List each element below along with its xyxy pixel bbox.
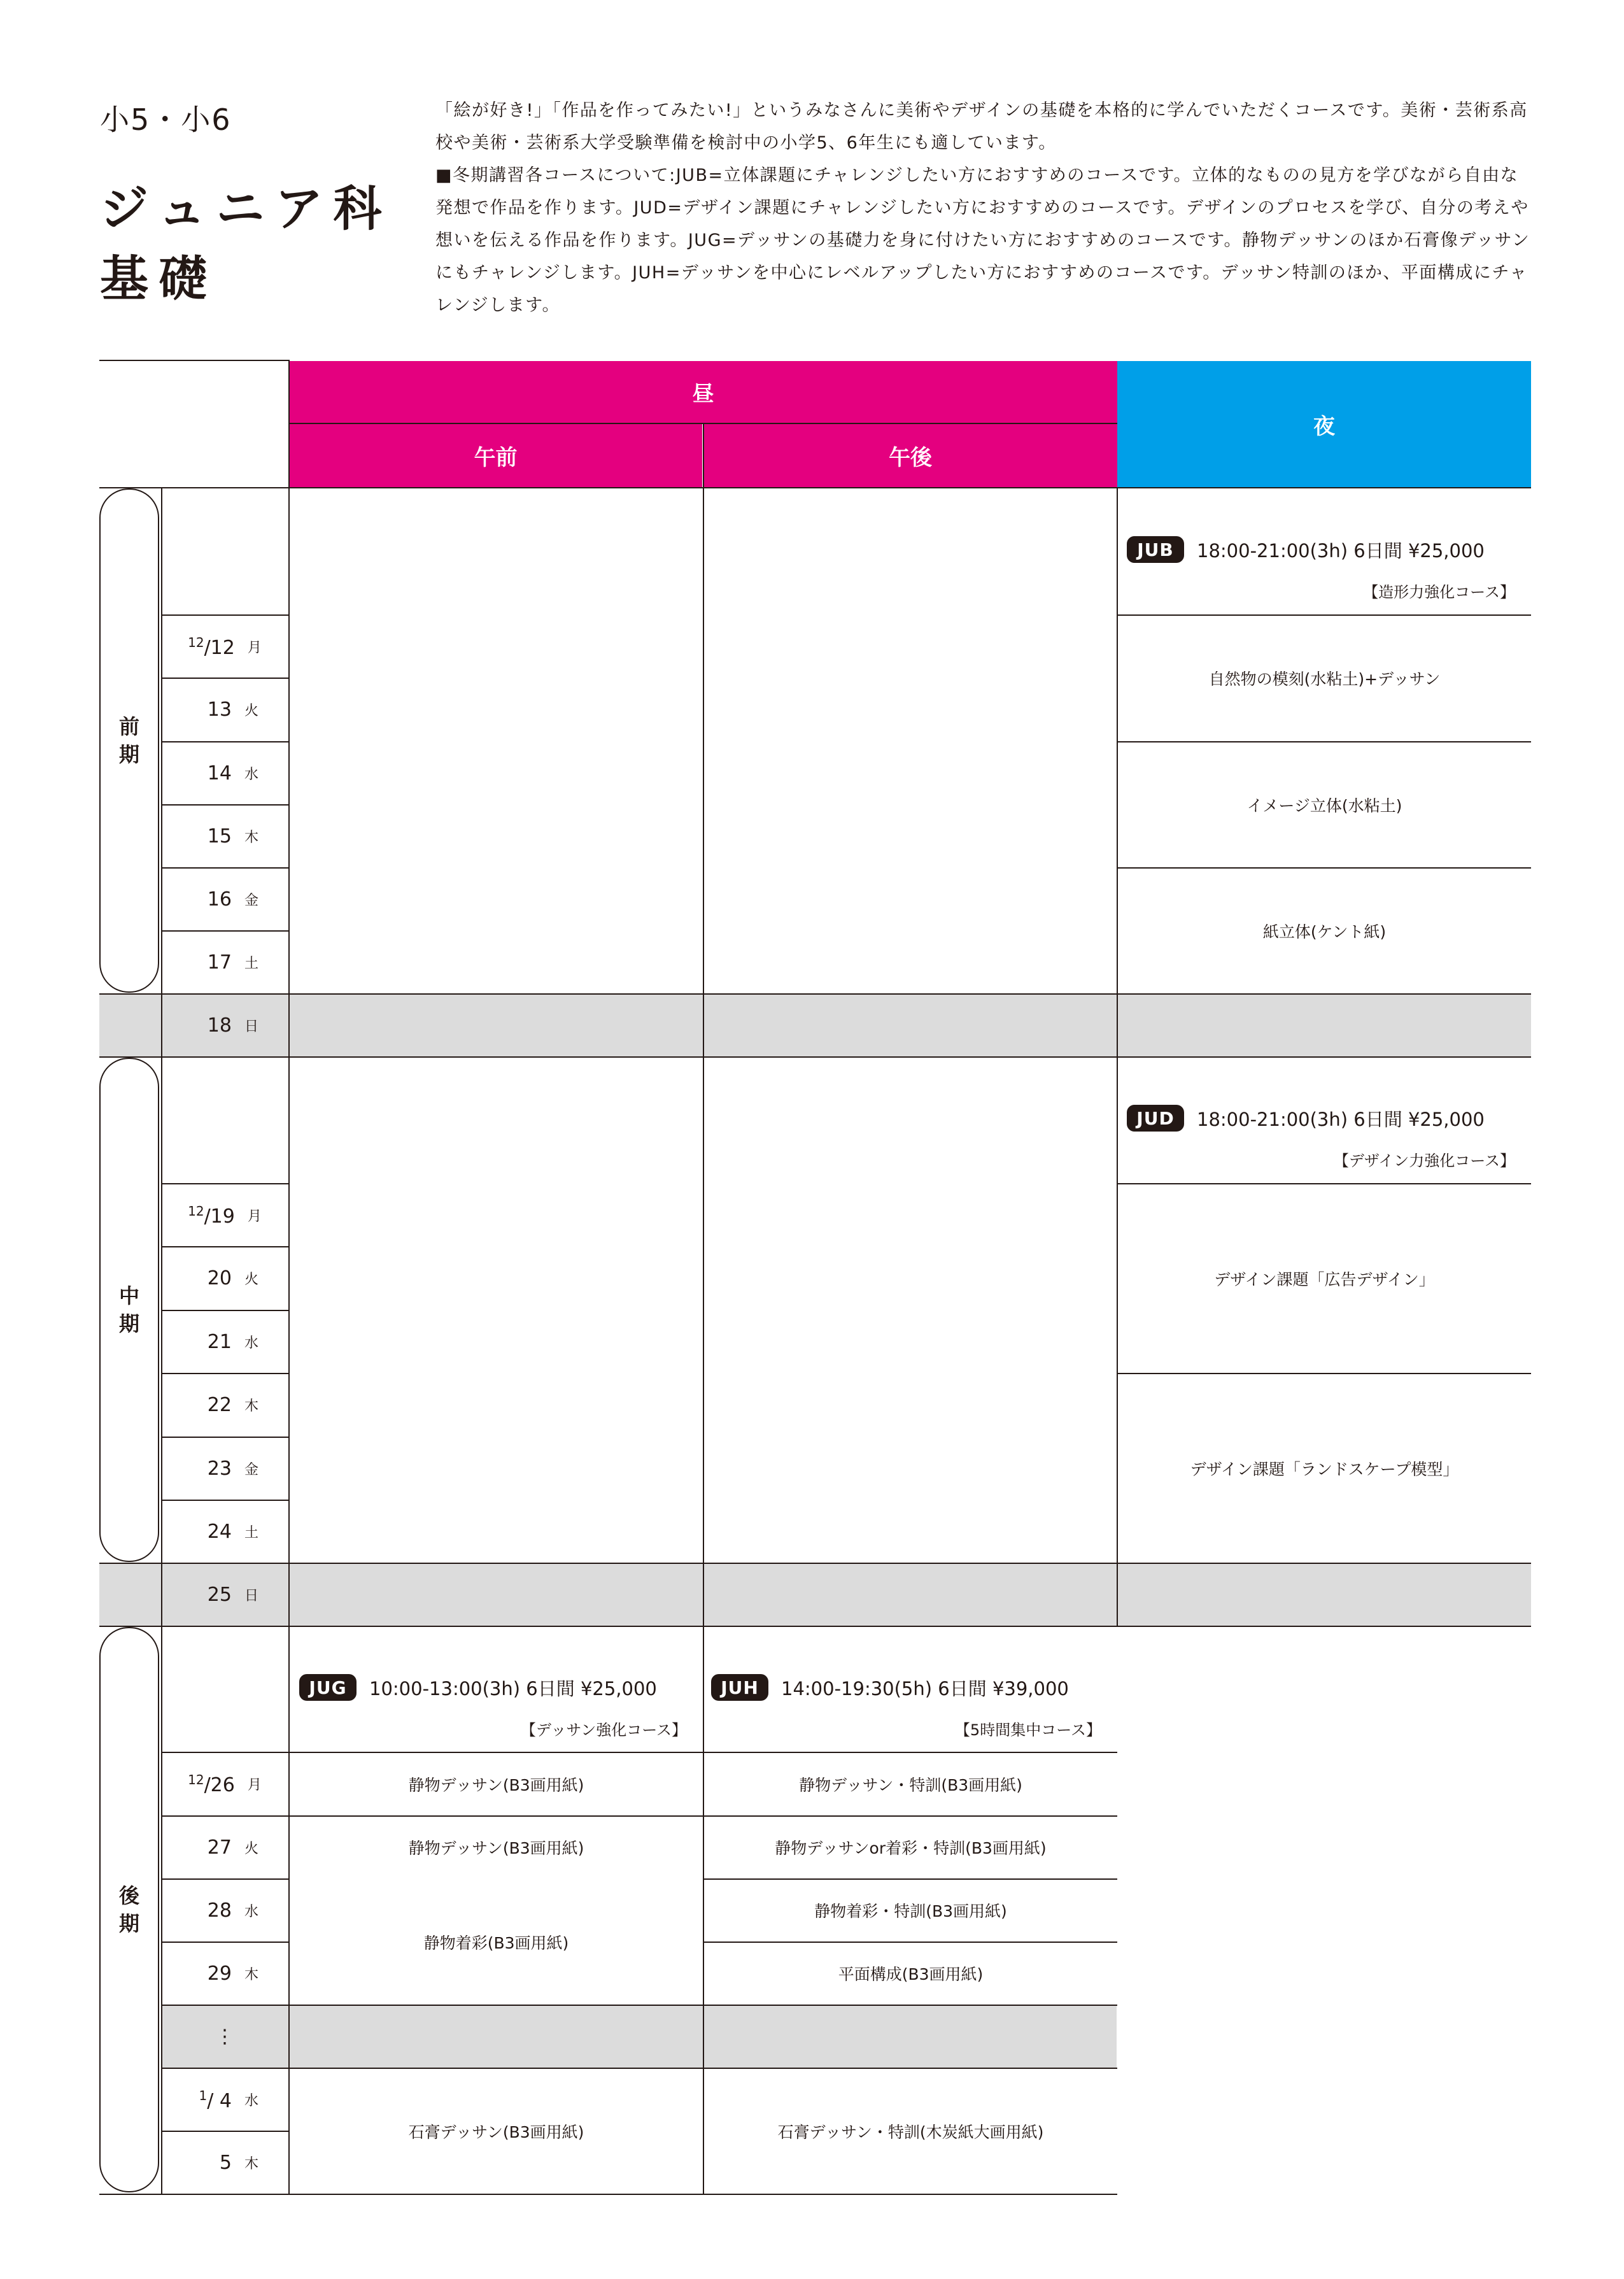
row-sunday-25 <box>99 1563 1531 1626</box>
divider <box>99 1563 1531 1564</box>
course-jug-tag: JUG <box>299 1674 357 1701</box>
lesson-cell: 石膏デッサン(B3画用紙) <box>408 2122 584 2141</box>
course-jud-info: 18:00-21:00(3h) 6日間 ¥25,000 <box>1197 1108 1485 1130</box>
course-jud-header <box>1127 1104 1485 1133</box>
lesson-cell: 静物着彩・特訓(B3画用紙) <box>814 1902 1007 1920</box>
course-juh-header <box>711 1673 1069 1702</box>
period-middle: 中 期 <box>99 1058 159 1562</box>
lesson-cell: 静物デッサン(B3画用紙) <box>408 1775 584 1794</box>
date-row: 15 木 <box>207 825 258 848</box>
night-header: 夜 <box>1117 361 1531 487</box>
course-jub-header <box>1127 535 1485 564</box>
lesson-cell: 自然物の模刻(水粘土)+デッサン <box>1208 670 1441 688</box>
course-jub-note: 【造形力強化コース】 <box>1363 583 1515 601</box>
divider <box>99 360 289 361</box>
date-row: 21 水 <box>207 1331 258 1353</box>
lesson-cell: 平面構成(B3画用紙) <box>838 1965 984 1984</box>
divider <box>99 1626 1531 1627</box>
lesson-cell: デザイン課題「ランドスケープ模型」 <box>1190 1459 1459 1479</box>
date-row: 28 水 <box>207 1899 258 1922</box>
row-gap <box>161 2005 1117 2068</box>
divider <box>161 2005 1117 2006</box>
page-title-line2: 基礎 <box>100 250 217 307</box>
date-row: 5 木 <box>219 2152 258 2174</box>
date-row: $^{12}$/12 月 <box>188 634 262 659</box>
divider <box>99 993 1531 995</box>
date-row: 17 土 <box>207 951 258 974</box>
date-row: 22 木 <box>207 1394 258 1416</box>
lesson-cell: 静物デッサンor着彩・特訓(B3画用紙) <box>775 1839 1047 1857</box>
divider <box>99 487 1531 488</box>
lesson-cell: イメージ立体(水粘土) <box>1246 796 1402 815</box>
course-juh-info: 14:00-19:30(5h) 6日間 ¥39,000 <box>781 1677 1069 1700</box>
date-row: 16 金 <box>207 888 258 911</box>
course-jud-note: 【デザイン力強化コース】 <box>1333 1152 1515 1170</box>
date-ellipsis: ⋮ <box>215 2026 234 2048</box>
lesson-cell: 石膏デッサン・特訓(木炭紙大画用紙) <box>777 2122 1044 2141</box>
date-row-sunday: 18 日 <box>207 1014 258 1037</box>
intro-paragraph-1: 「絵が好き!」「作品を作ってみたい!」というみなさんに美術やデザインの基礎を本格的に学んでいただくコースです。美術・芸術系高校や美術・芸術系大学受験準備を検討中の小学5、6年生にも適しています。 <box>435 101 1528 153</box>
course-jub-tag: JUB <box>1127 536 1184 563</box>
date-row: $^1$/ 4 水 <box>199 2087 258 2112</box>
date-row: 29 木 <box>207 1963 258 1985</box>
lesson-cell: 静物着彩(B3画用紙) <box>423 1933 569 1952</box>
course-jug-info: 10:00-13:00(3h) 6日間 ¥25,000 <box>369 1677 657 1700</box>
row-sunday-18 <box>99 994 1531 1057</box>
date-row: 13 火 <box>207 699 258 721</box>
course-juh-note: 【5時間集中コース】 <box>954 1721 1101 1739</box>
period-last: 後 期 <box>99 1627 159 2192</box>
date-row: 14 水 <box>207 762 258 785</box>
date-row: 24 土 <box>207 1521 258 1543</box>
lesson-cell: 静物デッサン・特訓(B3画用紙) <box>799 1775 1022 1794</box>
intro-paragraph-2: ■冬期講習各コースについて:JUB=立体課題にチャレンジしたい方におすすめのコースです。立体的なものの見方を学びながら自由な発想で作品を作ります。JUD=デザイン課題にチャレンジしたい方におすすめのコースです。デザインのプロセスを学び、自分の考えや想いを伝える作品を作ります。JUG=デッサンの基礎力を身に付けたい方におすすめのコースです。静物デッサンのほか石膏像デッサンにもチャレンジします。JUH=デッサンを中心にレベルアップしたい方におすすめのコースです。デッサン特訓のほか、平面構成にチャレンジします。 <box>435 166 1530 315</box>
date-row: $^{12}$/19 月 <box>188 1203 262 1228</box>
period-first: 前 期 <box>99 488 159 993</box>
grade-label: 小5・小6 <box>100 103 232 137</box>
afternoon-header: 午後 <box>703 424 1117 487</box>
date-row: 20 火 <box>207 1267 258 1289</box>
date-row-sunday: 25 日 <box>207 1584 258 1606</box>
lesson-cell: デザイン課題「広告デザイン」 <box>1214 1270 1435 1289</box>
divider <box>99 1056 1531 1058</box>
page-title: ジュニア科 <box>100 180 392 237</box>
course-jub-info: 18:00-21:00(3h) 6日間 ¥25,000 <box>1197 539 1485 562</box>
intro-text <box>435 94 1530 322</box>
course-jug-header <box>299 1673 657 1702</box>
course-jug-note: 【デッサン強化コース】 <box>520 1721 687 1739</box>
date-row: 23 金 <box>207 1458 258 1480</box>
course-juh-tag: JUH <box>711 1674 768 1701</box>
lesson-cell: 紙立体(ケント紙) <box>1262 922 1387 941</box>
date-row: 27 火 <box>207 1836 258 1859</box>
date-row: $^{12}$/26 月 <box>188 1771 262 1796</box>
day-header: 昼 <box>289 361 1117 423</box>
morning-header: 午前 <box>289 424 702 487</box>
course-jud-tag: JUD <box>1127 1105 1184 1132</box>
lesson-cell: 静物デッサン(B3画用紙) <box>408 1839 584 1857</box>
